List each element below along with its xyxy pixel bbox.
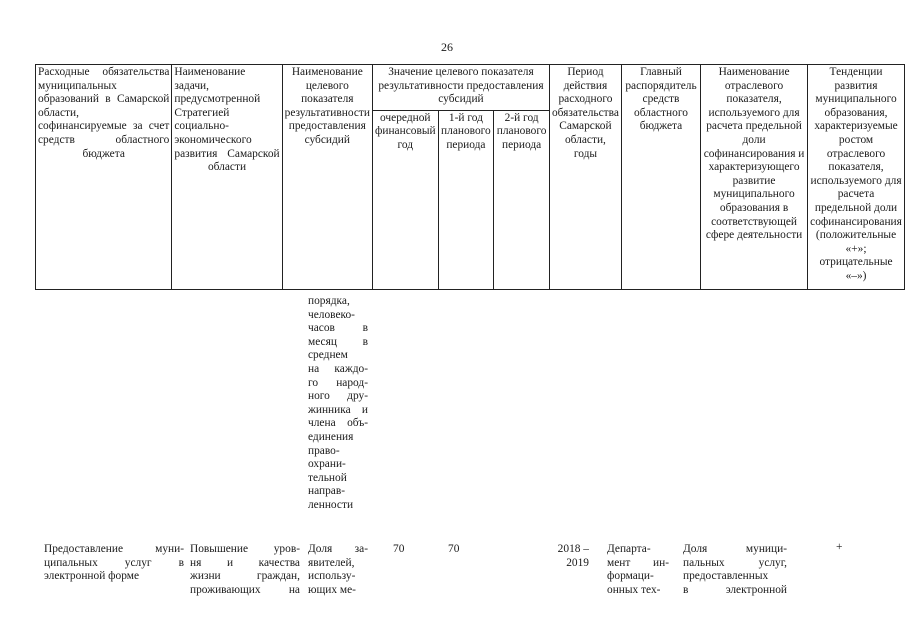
row-value-plan-year-1: 70 — [448, 543, 460, 555]
header-chief-manager: Главный распорядитель средств областного бюджета — [621, 65, 700, 290]
header-period: Период действия расходного обязательства Самарской области, годы — [549, 65, 621, 290]
header-plan-year-2: 2-й год планового периода — [494, 110, 550, 289]
row-strategy-task: Повышение уров- ня и качества жизни граждан, проживающих на — [190, 543, 300, 596]
header-sector-indicator: Наименование отраслевого показателя, используемого для расчета предельной доли софинансирования и характеризующего развитие муниципального образования в соответствующей сфере деятельности — [701, 65, 808, 290]
table-header — [35, 64, 905, 290]
row-trend-sign: + — [836, 541, 843, 553]
row-sector-indicator: Доля муници- пальных услуг, предоставленных в электронной — [683, 543, 787, 596]
row-indicator-name: Доля за- явителей, использу- ющих ме- — [308, 543, 368, 596]
row-value-current-year: 70 — [393, 543, 405, 555]
header-development-trends: Тенденции развития муниципального образования, характеризуемые ростом отраслевого показателя, используемого для расчета предельной доли софинансирования (положительные «+»; отрицательные «–») — [808, 65, 905, 290]
header-indicator-value-group: Значение целевого показателя результативности предоставления субсидий — [372, 65, 549, 111]
header-indicator-name: Наименование целевого показателя результативности предоставления субсидий — [282, 65, 372, 290]
header-current-year: очередной финансовый год — [372, 110, 438, 289]
header-plan-year-1: 1-й год планового периода — [438, 110, 494, 289]
row-chief-manager: Департа- мент ин- формаци- онных тех- — [607, 543, 669, 596]
row-expense-obligation: Предоставление муни- ципальных услуг в электронной форме — [44, 543, 184, 583]
page-number: 26 — [441, 40, 453, 54]
indicator-continuation: порядка, человеко- часов в месяц в среднем на каждо- го народ- ного дру- жинника и члена объ- единения право- охрани- тельной направ- ленности — [308, 295, 368, 511]
header-strategy-task: Наименование задачи, предусмотренной Стратегией социально-экономического развития Самарской области — [172, 65, 282, 290]
row-period: 2018 – 2019 — [557, 543, 589, 569]
header-expense-obligations: Расходные обязательства муниципальных образований в Самарской области, софинансируемые за счет средств областного бюджета — [36, 65, 172, 290]
